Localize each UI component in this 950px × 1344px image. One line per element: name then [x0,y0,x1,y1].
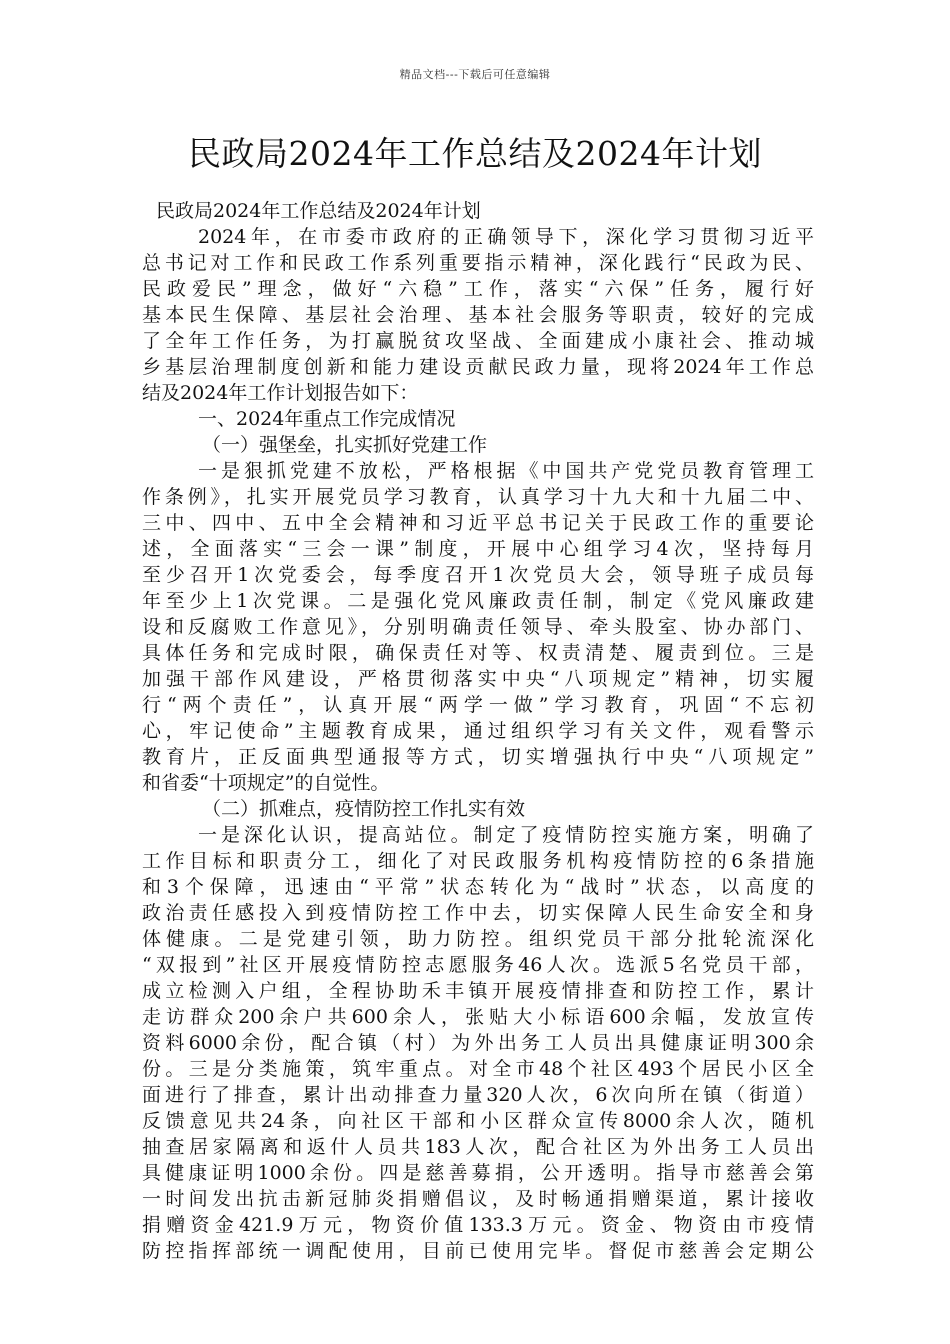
paragraph-line: 述，全面落实“三会一课”制度，开展中心组学习4次，坚持每月 [142,538,814,560]
paragraph-line: 加强干部作风建设，严格贯彻落实中央“八项规定”精神，切实履 [142,668,814,690]
paragraph-line: 作条例》，扎实开展党员学习教育，认真学习十九大和十九届二中、 [142,486,814,508]
paragraph-line: 和3个保障，迅速由“平常”状态转化为“战时”状态，以高度的 [142,876,814,898]
paragraph-line: 行“两个责任”，认真开展“两学一做”学习教育，巩固“不忘初 [142,694,814,716]
paragraph-line: 成立检测入户组，全程协助禾丰镇开展疫情排查和防控工作，累计 [142,980,814,1002]
paragraph-line: 工作目标和职责分工，细化了对民政服务机构疫情防控的6条措施 [142,850,814,872]
section-heading: 一、2024年重点工作完成情况 [198,408,456,430]
paragraph-line: 抽查居家隔离和返什人员共183人次，配合社区为外出务工人员出 [142,1136,814,1158]
paragraph-line: “双报到”社区开展疫情防控志愿服务46人次。选派5名党员干部， [142,954,814,976]
paragraph-line: 了全年工作任务，为打赢脱贫攻坚战、全面建成小康社会、推动城 [142,330,814,352]
paragraph-line: 基本民生保障、基层社会治理、基本社会服务等职责，较好的完成 [142,304,814,326]
paragraph-line: 总书记对工作和民政工作系列重要指示精神，深化践行“民政为民、 [142,252,814,274]
paragraph-line: 体健康。二是党建引领，助力防控。组织党员干部分批轮流深化 [142,928,814,950]
paragraph-line: 防控指挥部统一调配使用，目前已使用完毕。督促市慈善会定期公 [142,1240,814,1262]
paragraph-line: 2024年，在市委市政府的正确领导下，深化学习贯彻习近平 [198,226,814,248]
document-title: 民政局2024年工作总结及2024年计划 [188,134,762,173]
subsection-heading: （二）抓难点，疫情防控工作扎实有效 [202,798,526,820]
paragraph-line: 一是深化认识，提高站位。制定了疫情防控实施方案，明确了 [198,824,814,846]
paragraph-line: 乡基层治理制度创新和能力建设贡献民政力量，现将2024年工作总 [142,356,814,378]
paragraph-line: 三中、四中、五中全会精神和习近平总书记关于民政工作的重要论 [142,512,814,534]
paragraph-line: 资料6000余份，配合镇（村）为外出务工人员出具健康证明300余 [142,1032,814,1054]
paragraph-line: 一时间发出抗击新冠肺炎捐赠倡议，及时畅通捐赠渠道，累计接收 [142,1188,814,1210]
paragraph-line: 具健康证明1000余份。四是慈善募捐，公开透明。指导市慈善会第 [142,1162,814,1184]
header-note: 精品文档---下载后可任意编辑 [399,68,551,81]
document-body [142,198,814,1264]
subsection-heading: （一）强堡垒，扎实抓好党建工作 [202,434,488,456]
paragraph-line: 和省委“十项规定”的自觉性。 [142,772,390,794]
paragraph-line: 具体任务和完成时限，确保责任对等、权责清楚、履责到位。三是 [142,642,814,664]
paragraph-line: 面进行了排查，累计出动排查力量320人次，6次向所在镇（街道） [142,1084,814,1106]
paragraph-line: 结及2024年工作计划报告如下： [142,382,419,404]
paragraph-line: 教育片，正反面典型通报等方式，切实增强执行中央“八项规定” [142,746,814,768]
paragraph-line: 一是狠抓党建不放松，严格根据《中国共产党党员教育管理工 [198,460,814,482]
subtitle-line: 民政局2024年工作总结及2024年计划 [156,200,481,222]
paragraph-line: 至少召开1次党委会，每季度召开1次党员大会，领导班子成员每 [142,564,814,586]
paragraph-line: 反馈意见共24条，向社区干部和小区群众宣传8000余人次，随机 [142,1110,814,1132]
paragraph-line: 政治责任感投入到疫情防控工作中去，切实保障人民生命安全和身 [142,902,814,924]
paragraph-line: 捐赠资金421.9万元，物资价值133.3万元。资金、物资由市疫情 [142,1214,814,1236]
paragraph-line: 设和反腐败工作意见》，分别明确责任领导、牵头股室、协办部门、 [142,616,814,638]
paragraph-line: 民政爱民”理念，做好“六稳”工作，落实“六保”任务，履行好 [142,278,814,300]
paragraph-line: 走访群众200余户共600余人，张贴大小标语600余幅，发放宣传 [142,1006,814,1028]
paragraph-line: 心，牢记使命”主题教育成果，通过组织学习有关文件，观看警示 [142,720,814,742]
paragraph-line: 年至少上1次党课。二是强化党风廉政责任制，制定《党风廉政建 [142,590,814,612]
paragraph-line: 份。三是分类施策，筑牢重点。对全市48个社区493个居民小区全 [142,1058,814,1080]
